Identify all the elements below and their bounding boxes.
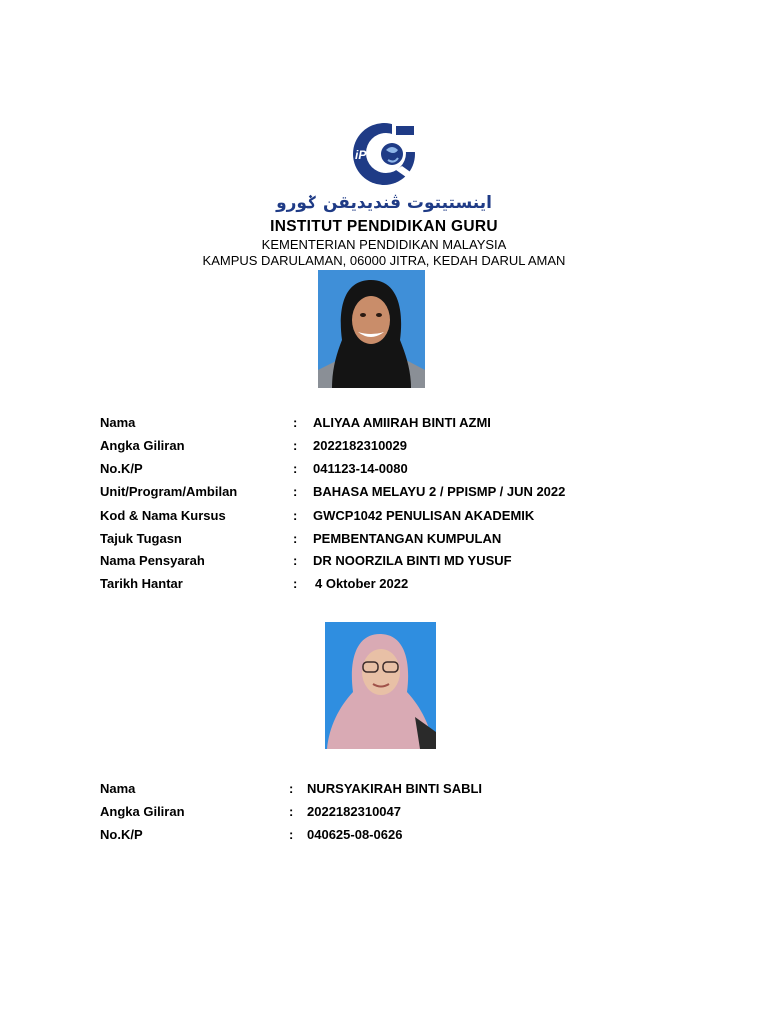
- field-colon: :: [293, 531, 298, 546]
- field-value-kursus: GWCP1042 PENULISAN AKADEMIK: [313, 508, 535, 523]
- ipg-logo: [352, 120, 416, 188]
- field-colon: :: [293, 415, 298, 430]
- jawi-institute-name: اينستيتوت ڤنديديقن ݢورو: [276, 193, 492, 213]
- field-colon: :: [293, 553, 298, 568]
- field-value-angka-giliran: 2022182310047: [307, 804, 401, 819]
- ipg-logo-icon: [352, 120, 416, 188]
- field-value-nama: ALIYAA AMIIRAH BINTI AZMI: [313, 415, 491, 430]
- field-label-pensyarah: Nama Pensyarah: [100, 553, 205, 568]
- field-value-tajuk: PEMBENTANGAN KUMPULAN: [313, 531, 502, 546]
- field-value-no-kp: 040625-08-0626: [307, 827, 403, 842]
- campus-address: KAMPUS DARULAMAN, 06000 JITRA, KEDAH DARUL AMAN: [202, 253, 566, 268]
- field-colon: :: [289, 804, 294, 819]
- field-label-angka-giliran: Angka Giliran: [100, 804, 185, 819]
- field-label-unit-program: Unit/Program/Ambilan: [100, 484, 238, 499]
- field-label-no-kp: No.K/P: [100, 461, 143, 476]
- field-colon: :: [293, 484, 298, 499]
- field-value-tarikh: 4 Oktober 2022: [315, 576, 409, 591]
- institute-title: INSTITUT PENDIDIKAN GURU: [270, 218, 498, 235]
- field-label-nama: Nama: [100, 781, 136, 796]
- field-label-kursus: Kod & Nama Kursus: [100, 508, 226, 523]
- field-label-no-kp: No.K/P: [100, 827, 143, 842]
- field-value-nama: NURSYAKIRAH BINTI SABLI: [307, 781, 483, 796]
- student-photo-2: [325, 622, 436, 749]
- field-value-unit-program: BAHASA MELAYU 2 / PPISMP / JUN 2022: [313, 484, 566, 499]
- field-label-tajuk: Tajuk Tugasn: [100, 531, 182, 546]
- field-label-angka-giliran: Angka Giliran: [100, 438, 185, 453]
- field-colon: :: [293, 461, 298, 476]
- ministry-subtitle: KEMENTERIAN PENDIDIKAN MALAYSIA: [261, 237, 507, 252]
- student-photo-1: [318, 270, 425, 388]
- field-label-tarikh: Tarikh Hantar: [100, 576, 183, 591]
- field-value-no-kp: 041123-14-0080: [313, 461, 408, 476]
- field-colon: :: [293, 508, 298, 523]
- field-colon: :: [293, 576, 298, 591]
- field-value-angka-giliran: 2022182310029: [313, 438, 407, 453]
- svg-text:iPG: iPG: [355, 148, 376, 162]
- field-value-pensyarah: DR NOORZILA BINTI MD YUSUF: [313, 553, 512, 568]
- field-colon: :: [289, 781, 294, 796]
- field-label-nama: Nama: [100, 415, 136, 430]
- field-colon: :: [289, 827, 294, 842]
- field-colon: :: [293, 438, 298, 453]
